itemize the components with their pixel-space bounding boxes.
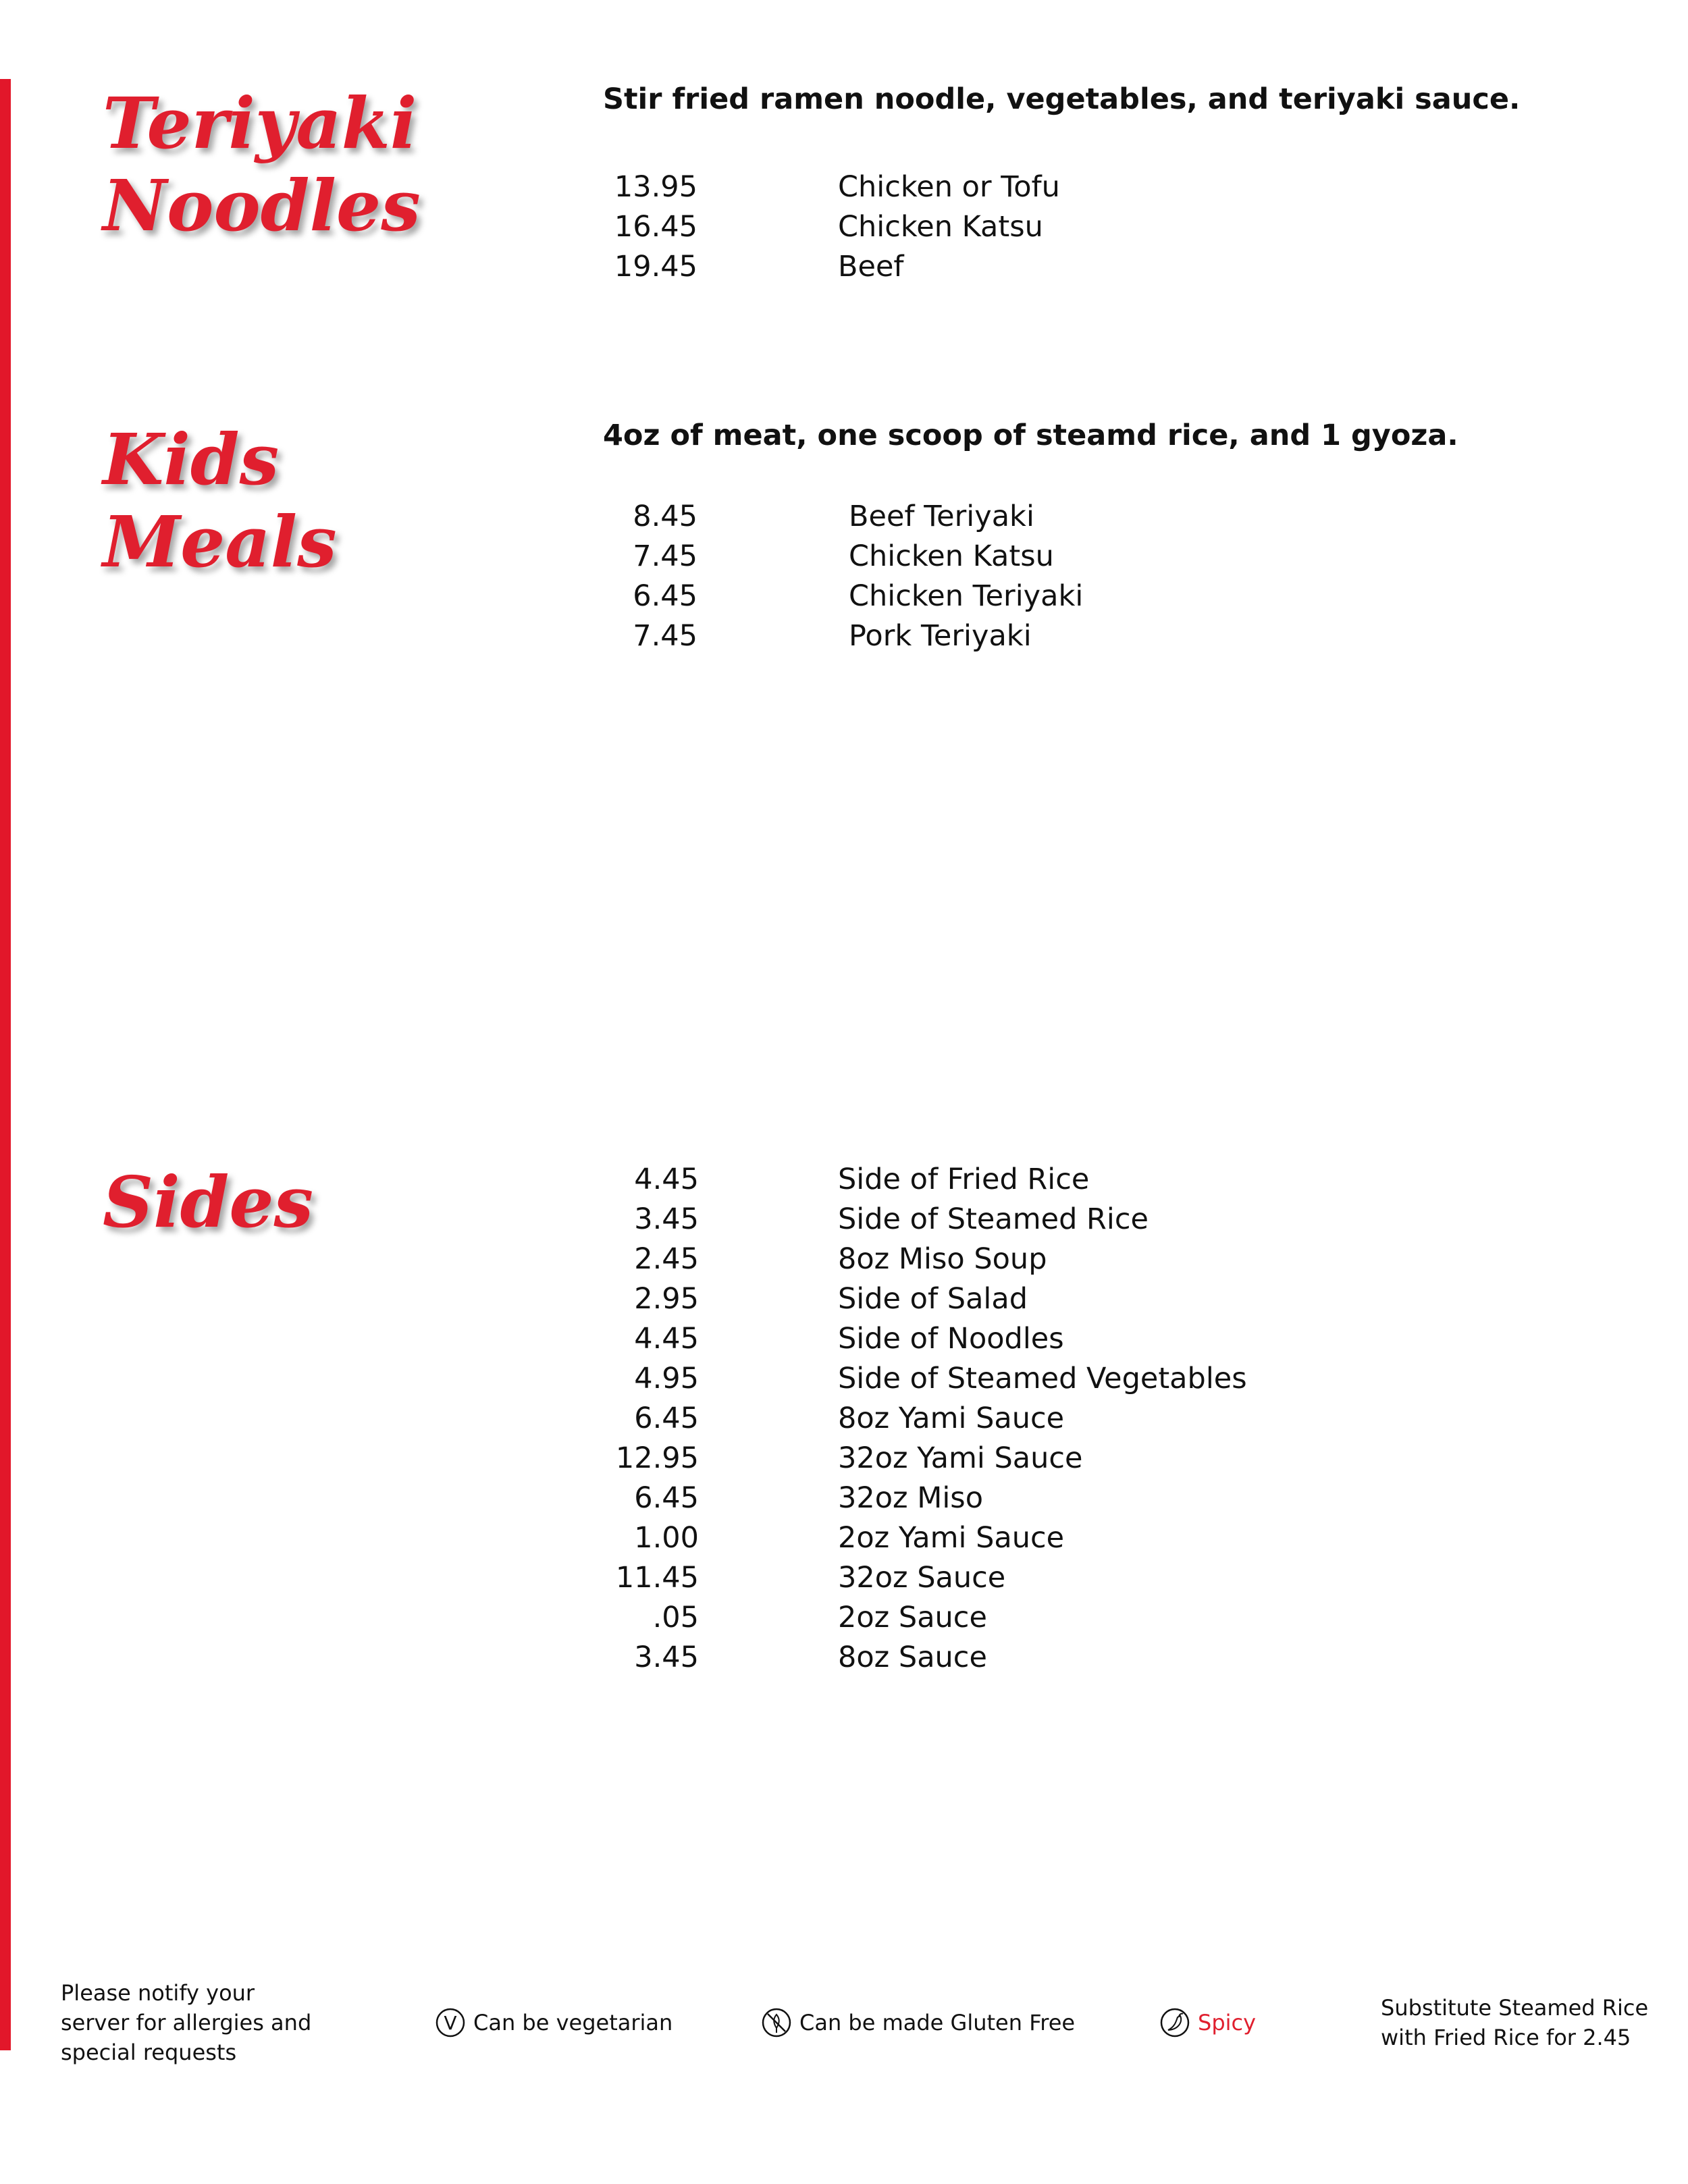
section-title-kids-meals [103,419,337,583]
allergy-note-line: server for allergies and [61,2010,312,2035]
item-name: 32oz Yami Sauce [838,1441,1083,1475]
menu-item [603,170,1278,210]
kids-meals-list [603,500,1278,659]
substitute-note [1381,1993,1648,2052]
item-price: 16.45 [614,210,697,244]
legend-spicy [1160,2008,1256,2037]
item-name: 8oz Miso Soup [838,1242,1047,1276]
menu-item [603,250,1278,290]
item-price: .05 [652,1601,699,1634]
item-price: 19.45 [614,250,697,284]
sides-list [603,1163,1346,1680]
item-price: 4.45 [634,1163,699,1196]
menu-item [603,619,1278,659]
menu-item [603,1163,1346,1202]
item-name: 2oz Yami Sauce [838,1521,1065,1555]
item-name: 32oz Miso [838,1481,984,1515]
substitute-note-line: Substitute Steamed Rice [1381,1995,1649,2021]
item-name: Side of Salad [838,1282,1028,1316]
item-name: Beef [838,250,904,284]
item-name: Side of Steamed Rice [838,1202,1149,1236]
menu-item [603,1641,1346,1680]
kids-meals-description: 4oz of meat, one scoop of steamd rice, and 1 gyoza. [603,419,1458,452]
title-line: Kids [103,418,280,501]
item-price: 2.45 [634,1242,699,1276]
item-name: 32oz Sauce [838,1561,1006,1595]
menu-item [603,1282,1346,1322]
legend-gluten-free [762,2008,1075,2037]
title-line: Noodles [103,164,421,247]
item-name: Chicken Teriyaki [849,579,1084,613]
item-name: Side of Steamed Vegetables [838,1362,1247,1395]
item-name: 8oz Yami Sauce [838,1402,1065,1435]
menu-item [603,1441,1346,1481]
item-name: Side of Fried Rice [838,1163,1090,1196]
item-price: 7.45 [633,619,697,653]
menu-item [603,1601,1346,1641]
title-line: Teriyaki [103,82,417,165]
item-name: Chicken Katsu [849,539,1054,573]
menu-item [603,500,1278,539]
menu-item [603,1362,1346,1402]
red-accent-bar [0,79,11,2050]
item-name: Pork Teriyaki [849,619,1032,653]
item-price: 11.45 [615,1561,699,1595]
item-name: 8oz Sauce [838,1641,987,1674]
vegetarian-icon [436,2008,465,2037]
item-price: 1.00 [634,1521,699,1555]
section-title-teriyaki-noodles [103,82,421,247]
menu-item [603,579,1278,619]
menu-item [603,1481,1346,1521]
allergy-note-line: special requests [61,2040,237,2065]
title-line: Sides [103,1161,314,1244]
item-name: 2oz Sauce [838,1601,987,1634]
item-price: 2.95 [634,1282,699,1316]
section-title-sides [103,1161,313,1244]
legend-vegetarian [436,2008,672,2037]
item-price: 6.45 [633,579,697,613]
item-price: 6.45 [634,1402,699,1435]
menu-item [603,1322,1346,1362]
menu-item [603,1402,1346,1441]
item-price: 4.45 [634,1322,699,1356]
menu-item [603,210,1278,250]
teriyaki-noodles-description: Stir fried ramen noodle, vegetables, and teriyaki sauce. [603,82,1521,116]
menu-item [603,1521,1346,1561]
item-price: 3.45 [634,1202,699,1236]
legend-label: Can be made Gluten Free [799,2010,1076,2035]
item-price: 6.45 [634,1481,699,1515]
teriyaki-noodles-list [603,170,1278,290]
item-price: 4.95 [634,1362,699,1395]
legend-label: Can be vegetarian [473,2010,673,2035]
item-price: 12.95 [615,1441,699,1475]
item-price: 7.45 [633,539,697,573]
menu-item [603,1202,1346,1242]
title-line: Meals [103,500,337,583]
item-name: Side of Noodles [838,1322,1064,1356]
menu-footer [0,1971,1688,2066]
item-name: Beef Teriyaki [849,500,1034,533]
legend-label: Spicy [1198,2010,1257,2035]
chili-pepper-icon [1160,2008,1190,2037]
menu-item [603,539,1278,579]
item-name: Chicken Katsu [838,210,1043,244]
allergy-note [61,1978,311,2067]
gluten-free-icon [762,2008,791,2037]
substitute-note-line: with Fried Rice for 2.45 [1381,2025,1631,2050]
item-price: 3.45 [634,1641,699,1674]
menu-item [603,1242,1346,1282]
svg-text:V: V [444,2012,457,2034]
item-price: 13.95 [614,170,697,204]
menu-item [603,1561,1346,1601]
allergy-note-line: Please notify your [61,1980,255,2006]
item-name: Chicken or Tofu [838,170,1060,204]
item-price: 8.45 [633,500,697,533]
